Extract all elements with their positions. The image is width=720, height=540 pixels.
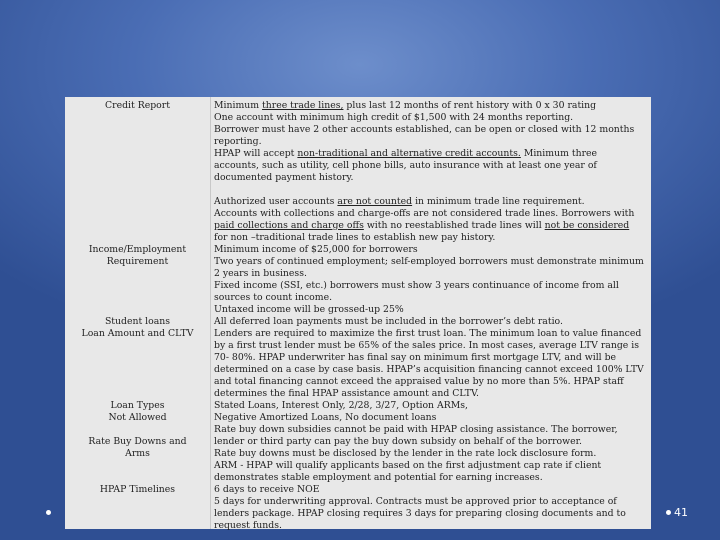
label-rate-buy-downs: Rate Buy Downs and Arms [88,436,187,459]
loan-types-section [214,400,644,424]
rate-line: Rate buy downs must be disclosed by the lender in the rate lock disclosure form. [214,448,597,459]
page-number-text: 41 [674,506,688,519]
label-credit-report: Credit Report [105,100,170,111]
student-loans-section [214,316,644,400]
income-line: Fixed income (SSI, etc.) borrowers must show 3 years continuance of income from all sources to count income. [214,280,619,303]
bullet-dot-icon [666,510,671,515]
student-line: Lenders are required to maximize the first trust loan. The minimum loan to value financed by a first trust lender must be 65% of the sales price. In most cases, average LTV range is 70- 80%. HPAP underwriter has final say on minimum first mortgage LTV, and will be determined on a case by case basis. HPAP’s acquisition financing cannot exceed 100% LTV and total financing cannot exceed the appraised value by no more than 5%. HPAP staff determines the final HPAP assistance amount and CLTV. [214,328,644,399]
rate-buy-downs-section [214,424,644,484]
timelines-section [214,484,644,532]
income-section [214,244,644,316]
category-column [65,97,211,529]
requirements-table [65,97,651,529]
credit-line: Accounts with collections and charge-offs are not considered trade lines. Borrowers with paid collections and charge offs with no reestablished trade lines will not be considered for non –traditional trade lines to establish new pay history. [214,208,635,243]
rate-line: ARM - HPAP will qualify applicants based on the first adjustment cap rate if client demonstrates stable employment and potential for earning increases. [214,460,602,483]
credit-line: Minimum three trade lines, plus last 12 months of rent history with 0 x 30 rating [214,100,597,111]
credit-line: Authorized user accounts are not counted in minimum trade line requirement. [214,196,585,207]
income-line: Two years of continued employment; self-employed borrowers must demonstrate minimum 2 years in business. [214,256,644,279]
timeline-line: 5 days for underwriting approval. Contracts must be approved prior to acceptance of lenders package. HPAP closing requires 3 days for preparing closing documents and to request funds. [214,496,626,531]
label-loan-types: Loan Types Not Allowed [108,400,167,423]
label-student-loans: Student loans Loan Amount and CLTV [81,316,194,339]
timeline-line: 6 days to receive NOE [214,484,320,495]
credit-line: Borrower must have 2 other accounts established, can be open or closed with 12 months reporting. [214,124,635,147]
income-line: Minimum income of $25,000 for borrowers [214,244,418,255]
requirements-column [214,100,644,532]
credit-report-section [214,100,644,244]
credit-line: HPAP will accept non-traditional and alternative credit accounts. Minimum three accounts, such as utility, cell phone bills, auto insurance with at least one year of documented payment history. [214,148,598,183]
student-line: All deferred loan payments must be included in the borrower’s debt ratio. [214,316,563,327]
label-income-employment: Income/Employment Requirement [88,244,187,267]
credit-line: One account with minimum high credit of $1,500 with 24 months reporting. [214,112,574,123]
label-hpap-timelines: HPAP Timelines [99,484,176,495]
page-number [666,506,688,519]
rate-line: Rate buy down subsidies cannot be paid with HPAP closing assistance. The borrower, lender or third party can pay the buy down subsidy on behalf of the borrower. [214,424,618,447]
loan-types-line: Negative Amortized Loans, No document loans [214,412,437,423]
loan-types-line: Stated Loans, Interest Only, 2/28, 3/27, Option ARMs, [214,400,468,411]
bullet-dot-icon [46,510,51,515]
income-line: Untaxed income will be grossed-up 25% [214,304,404,315]
